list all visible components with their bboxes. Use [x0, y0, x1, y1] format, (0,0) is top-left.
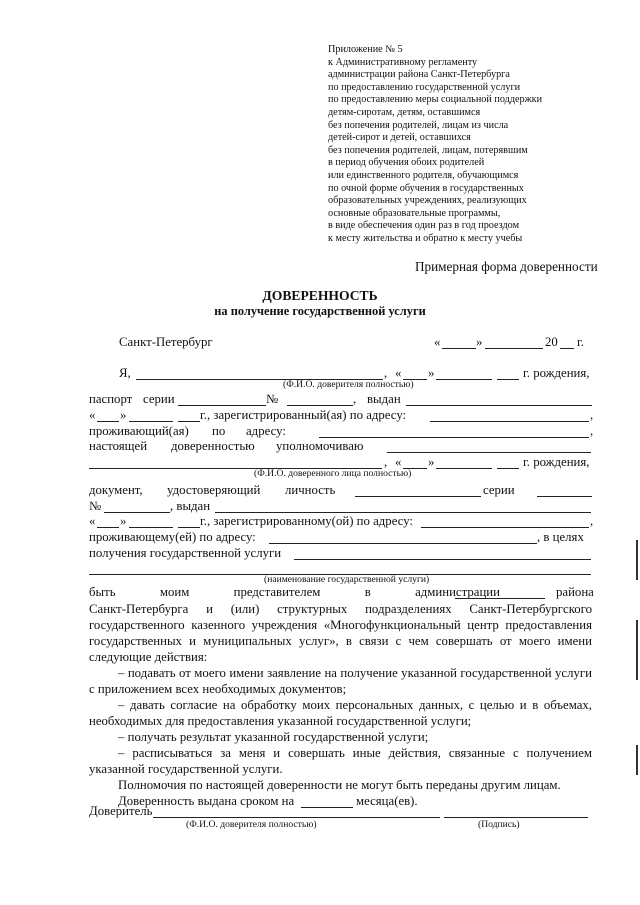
caption-principal-bottom: (Ф.И.О. доверителя полностью)	[186, 819, 317, 830]
appendix-line: к месту жительства и обратно к месту учебы	[328, 232, 523, 244]
attorney-doc-type-field[interactable]	[355, 496, 481, 497]
city: Санкт-Петербург	[119, 335, 213, 349]
birth-year-label: г. рождения,	[523, 366, 590, 380]
appendix-line: без попечения родителей, лицам из числа	[328, 119, 509, 131]
comma: ,	[590, 514, 594, 528]
birth-month-field[interactable]	[436, 379, 492, 380]
for-purpose-label: , в целях	[537, 530, 584, 544]
quote-close: »	[120, 514, 127, 528]
residing-label: проживающий(ая)	[89, 424, 189, 438]
district-field[interactable]	[455, 598, 545, 599]
scan-edge-mark	[636, 620, 638, 680]
residence-address-field[interactable]	[319, 437, 589, 438]
attorney-residence-field[interactable]	[269, 543, 537, 544]
attorney-doc-issued-field[interactable]	[215, 512, 591, 513]
registered-label: г., зарегистрированному(ой) по адресу:	[200, 514, 413, 528]
appendix-line: основные образовательные программы,	[328, 207, 501, 219]
attorney-issue-month-field[interactable]	[129, 527, 173, 528]
comma: ,	[384, 455, 388, 469]
appendix-line: по предоставлению государственной услуги	[328, 81, 521, 93]
date-year-suffix: г.	[577, 335, 585, 349]
appendix-line: детей-сирот и детей, оставшихся	[328, 132, 471, 144]
date-year-field[interactable]	[560, 348, 574, 349]
po-label: по	[212, 424, 226, 438]
power-label: доверенностью	[171, 439, 255, 453]
caption-attorney: (Ф.И.О. доверенного лица полностью)	[254, 468, 412, 479]
rep-line-a: быть моим представителем в администрации	[89, 585, 500, 599]
rep-paragraph: Санкт-Петербурга и (или) структурных подразделениях Санкт-Петербургского государственного казенного учреждения «Многофункциональный центр предоставления государственных и муниципальных услуг», в связи с чем совершать от моего имени следующие действия:	[89, 602, 592, 664]
passport-number-field[interactable]	[287, 405, 353, 406]
quote-open: «	[89, 408, 96, 422]
form-label: Примерная форма доверенности	[415, 259, 598, 274]
appendix-line: администрации района Санкт-Петербурга	[328, 69, 510, 81]
quote-close: »	[428, 366, 435, 380]
passport-issued-field[interactable]	[406, 405, 592, 406]
residing-to-label: проживающему(ей) по адресу:	[89, 530, 256, 544]
issued-label: , выдан	[170, 499, 211, 513]
date-month-field[interactable]	[485, 348, 543, 349]
signature-field[interactable]	[444, 817, 588, 818]
number-label: №	[89, 499, 102, 513]
appendix-line: или единственного родителя, обучающимся	[328, 169, 519, 181]
issue-year-field[interactable]	[178, 421, 200, 422]
comma: ,	[590, 408, 594, 422]
document-subtitle: на получение государственной услуги	[214, 304, 426, 318]
number-label: №	[266, 392, 279, 406]
appendix-line: по предоставлению меры социальной поддержки	[328, 94, 543, 106]
rep-line-b: района	[556, 585, 594, 599]
by-this-label: настоящей	[89, 439, 148, 453]
service-name-field[interactable]	[294, 559, 591, 560]
date-quote-open: «	[434, 335, 441, 349]
authorize-label: уполномочиваю	[276, 439, 364, 453]
caption-principal: (Ф.И.О. доверителя полностью)	[283, 379, 414, 390]
date-day-field[interactable]	[442, 348, 476, 349]
comma: ,	[590, 424, 594, 438]
series-label: серии	[143, 392, 175, 406]
action-item: – получать результат указанной государственной услуги;	[118, 730, 429, 744]
series-label: серии	[483, 483, 515, 497]
authorize-extra-field[interactable]	[387, 452, 591, 453]
issued-label: выдан	[367, 392, 401, 406]
attorney-birth-year-field[interactable]	[497, 468, 519, 469]
identity-label: личность	[285, 483, 336, 497]
registered-label: г., зарегистрированный(ая) по адресу:	[200, 408, 407, 422]
quote-open: «	[395, 455, 402, 469]
certifying-label: удостоверяющий	[167, 483, 261, 497]
appendix-line: в виде обеспечения один раз в год проездом	[328, 220, 520, 232]
quote-open: «	[89, 514, 96, 528]
term-months-field[interactable]	[301, 807, 353, 808]
appendix-line: детям-сиротам, детям, оставшимся	[328, 106, 481, 118]
document-title: ДОВЕРЕННОСТЬ	[262, 288, 378, 303]
birth-year-field[interactable]	[497, 379, 519, 380]
appendix-line: по очной форме обучения в государственных	[328, 182, 524, 194]
appendix-line: Приложение № 5	[328, 44, 403, 55]
action-item: – давать согласие на обработку моих персональных данных, с целью и в объемах, необходимых для предоставления указанной государственной услуги;	[89, 698, 592, 728]
principal-fio-field[interactable]	[153, 817, 440, 818]
attorney-birth-month-field[interactable]	[436, 468, 492, 469]
action-item: – подавать от моего имени заявление на получение указанной государственной услуги с приложением всех необходимых документов;	[89, 666, 592, 696]
attorney-registration-field[interactable]	[421, 527, 589, 528]
appendix-line: в период обучения обоих родителей	[328, 157, 485, 169]
appendix-header	[328, 44, 628, 246]
passport-series-field[interactable]	[178, 405, 266, 406]
appendix-line: образовательных учреждениях, реализующих	[328, 195, 527, 207]
comma: ,	[353, 392, 357, 406]
quote-close: »	[428, 455, 435, 469]
caption-signature: (Подпись)	[478, 819, 520, 830]
receiving-service-label: получения государственной услуги	[89, 546, 282, 560]
ya-label: Я,	[119, 366, 131, 380]
principal-label: Доверитель	[89, 804, 153, 818]
caption-service: (наименование государственной услуги)	[264, 574, 430, 585]
attorney-doc-number-field[interactable]	[104, 512, 170, 513]
action-item: – расписываться за меня и совершать иные действия, связанные с получением указанной государственной услуги.	[89, 746, 592, 776]
issue-day-field[interactable]	[97, 421, 119, 422]
attorney-issue-day-field[interactable]	[97, 527, 119, 528]
comma: ,	[384, 366, 388, 380]
appendix-line: к Административному регламенту	[328, 56, 478, 68]
passport-label: паспорт	[89, 392, 133, 406]
registration-address-field[interactable]	[430, 421, 589, 422]
appendix-line: без попечения родителей, лицам, потерявшим	[328, 144, 528, 156]
quote-close: »	[120, 408, 127, 422]
scan-edge-mark	[636, 745, 638, 775]
scan-edge-mark	[636, 540, 638, 580]
attorney-issue-year-field[interactable]	[178, 527, 200, 528]
term-suffix: месяца(ев).	[356, 794, 418, 808]
term-prefix: Доверенность выдана сроком на	[118, 794, 295, 808]
birth-year-label: г. рождения,	[523, 455, 590, 469]
address-label: адресу:	[246, 424, 286, 438]
quote-open: «	[395, 366, 402, 380]
attorney-doc-series-field[interactable]	[537, 496, 592, 497]
date-year-prefix: 20	[545, 335, 558, 349]
document-label: документ,	[89, 483, 143, 497]
no-transfer-text: Полномочия по настоящей доверенности не могут быть переданы другим лицам.	[118, 778, 561, 792]
date-quote-close: »	[476, 335, 483, 349]
issue-month-field[interactable]	[129, 421, 173, 422]
